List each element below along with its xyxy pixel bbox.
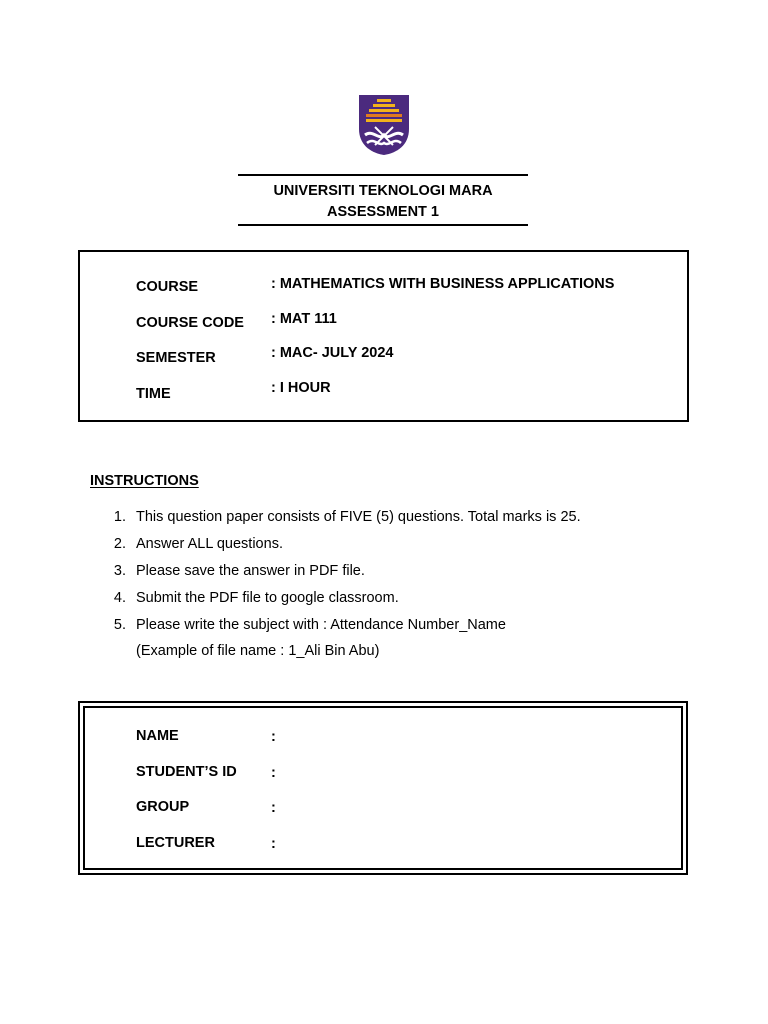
group-colon: :	[271, 800, 276, 816]
student-id-colon: :	[271, 765, 276, 781]
time-label: TIME	[136, 386, 171, 402]
filename-example: (Example of file name : 1_Ali Bin Abu)	[136, 643, 380, 659]
group-label: GROUP	[136, 799, 190, 815]
list-item-text: This question paper consists of FIVE (5) questions. Total marks is 25.	[136, 509, 581, 525]
university-name: UNIVERSITI TEKNOLOGI MARA	[273, 183, 493, 199]
course-code-value: : MAT 111	[271, 311, 337, 327]
title-bottom-rule	[238, 224, 528, 226]
list-item-text: Answer ALL questions.	[136, 536, 283, 552]
lecturer-label: LECTURER	[136, 835, 215, 851]
list-item-number: 3.	[113, 563, 126, 579]
course-info-box	[78, 250, 689, 422]
lecturer-colon: :	[271, 836, 276, 852]
name-label: NAME	[136, 728, 179, 744]
student-id-label: STUDENT’S ID	[136, 764, 237, 780]
list-item-text: Submit the PDF file to google classroom.	[136, 590, 399, 606]
list-item-number: 5.	[113, 617, 126, 633]
course-code-label: COURSE CODE	[136, 315, 244, 331]
semester-value: : MAC- JULY 2024	[271, 345, 394, 361]
student-details-box	[78, 701, 688, 875]
assessment-title: ASSESSMENT 1	[327, 204, 439, 220]
list-item-number: 2.	[113, 536, 126, 552]
semester-label: SEMESTER	[136, 350, 216, 366]
course-value: : MATHEMATICS WITH BUSINESS APPLICATIONS	[271, 276, 615, 292]
list-item-text: Please write the subject with : Attendance Number_Name	[136, 617, 506, 633]
instructions-heading: INSTRUCTIONS	[90, 473, 199, 489]
title-top-rule	[238, 174, 528, 176]
list-item-number: 4.	[113, 590, 126, 606]
name-colon: :	[271, 729, 276, 745]
university-crest-logo	[357, 93, 411, 157]
list-item-text: Please save the answer in PDF file.	[136, 563, 365, 579]
list-item-number: 1.	[113, 509, 126, 525]
course-label: COURSE	[136, 279, 199, 295]
time-value: : I HOUR	[271, 380, 331, 396]
